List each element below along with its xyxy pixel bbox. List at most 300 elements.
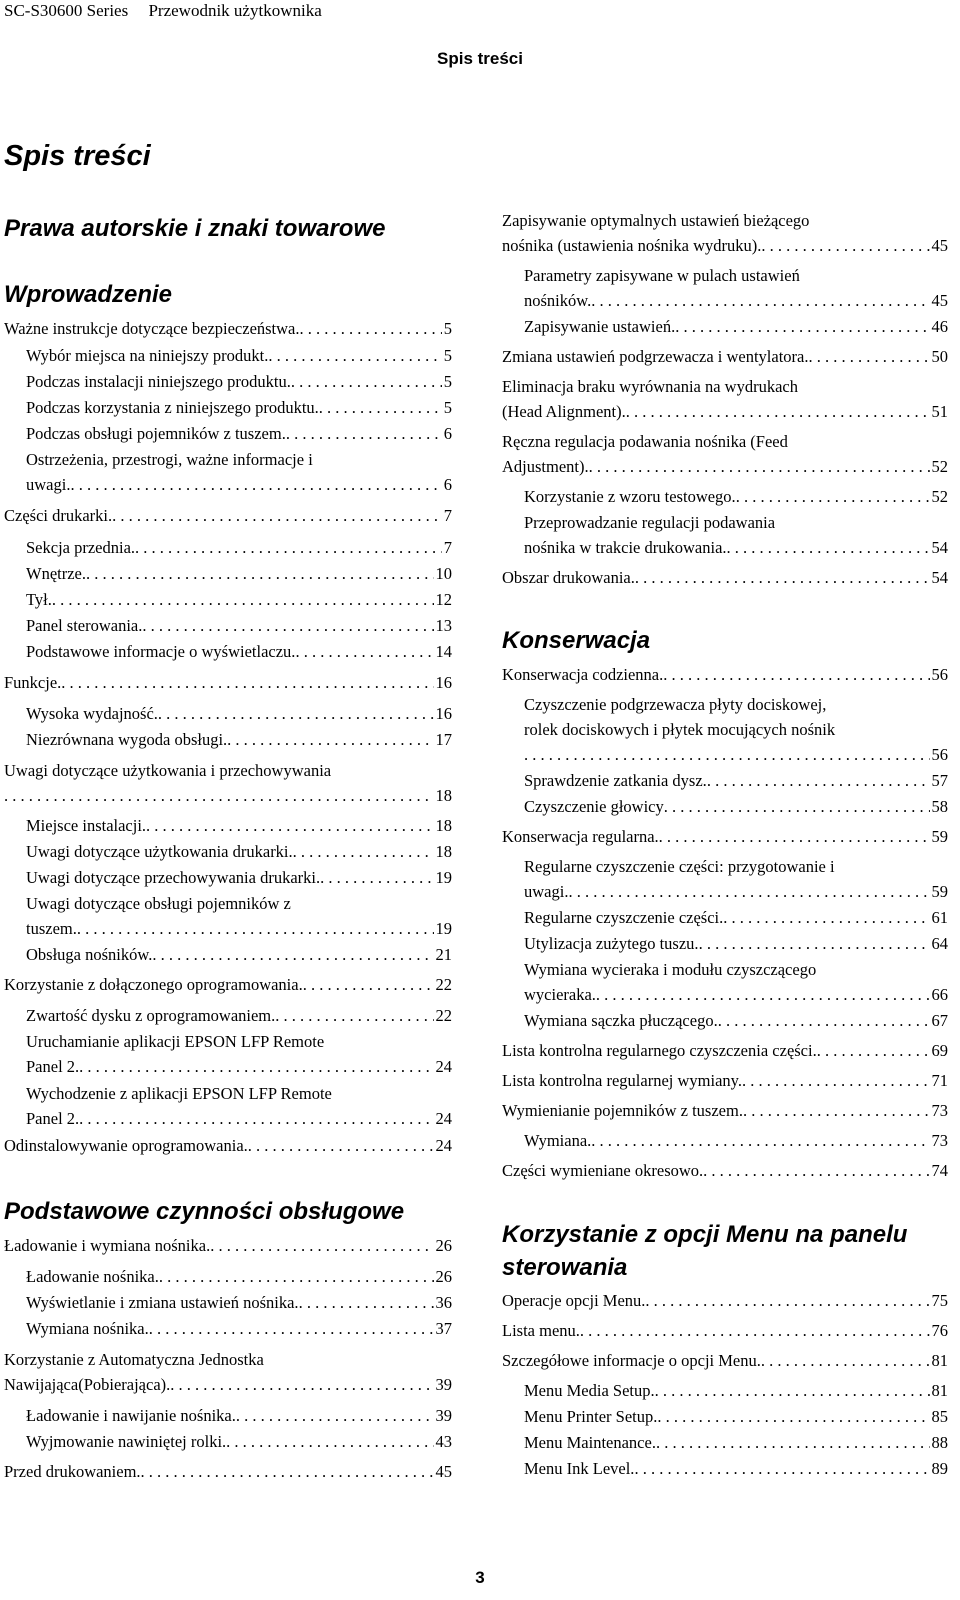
toc-entry-text: Podczas obsługi pojemników z tuszem. [26, 424, 286, 443]
toc-entry-leader-row [26, 865, 452, 890]
dot-leader [299, 1290, 434, 1315]
toc-entry-leader-row [4, 1133, 452, 1158]
toc-page-number: 7 [443, 506, 452, 525]
toc-page-number: 75 [931, 1291, 948, 1310]
toc-page-number: 7 [443, 538, 452, 557]
toc-page-number: 43 [435, 1432, 452, 1451]
toc-page-number: 10 [435, 564, 452, 583]
toc-entry-leader-row [524, 742, 948, 767]
toc-entry[interactable] [26, 839, 452, 864]
toc-entry[interactable] [524, 931, 948, 956]
dot-leader [809, 344, 930, 369]
toc-entry-leader-row [4, 783, 452, 808]
dot-leader [112, 503, 442, 528]
toc-entry[interactable] [26, 701, 452, 726]
toc-entry-text: Konserwacja regularna. [502, 827, 659, 846]
toc-page-number: 26 [435, 1267, 452, 1286]
toc-entry[interactable] [502, 344, 948, 369]
toc-entry[interactable] [4, 1459, 452, 1484]
page-number: 3 [475, 1568, 485, 1587]
toc-entry[interactable] [502, 1038, 948, 1063]
toc-entry[interactable] [524, 1008, 948, 1033]
toc-entry-text: Panel 2. [26, 1057, 80, 1076]
toc-entry-leader-row [26, 421, 452, 446]
toc-entry[interactable] [524, 1378, 948, 1403]
toc-page-number: 89 [931, 1459, 948, 1478]
dot-leader [718, 1008, 930, 1033]
toc-entry-text: Korzystanie z wzoru testowego. [524, 487, 736, 506]
toc-entry-leader-row [502, 1098, 948, 1123]
toc-page-number: 57 [931, 771, 948, 790]
toc-entry-text: Zmiana ustawień podgrzewacza i wentylatora. [502, 347, 809, 366]
toc-entry-leader-row [524, 288, 948, 313]
dot-leader [291, 369, 442, 394]
toc-page-number: 26 [435, 1236, 452, 1255]
dot-leader [723, 905, 929, 930]
toc-page-number: 39 [435, 1406, 452, 1425]
toc-page-number: 17 [435, 730, 452, 749]
toc-entry-text: Ręczna regulacja podawania nośnika (Feed [502, 432, 788, 451]
toc-entry-text: Nawijająca(Pobierająca). [4, 1375, 171, 1394]
toc-page-number: 67 [931, 1011, 948, 1030]
toc-entry-leader-row [26, 369, 452, 394]
dot-leader [303, 972, 434, 997]
toc-entry[interactable] [4, 1233, 452, 1258]
toc-page-number: 16 [435, 673, 452, 692]
toc-entry-leader-row [26, 916, 452, 941]
dot-leader [295, 639, 433, 664]
dot-leader [742, 1068, 930, 1093]
toc-entry[interactable] [4, 758, 452, 808]
toc-entry-text: Menu Maintenance. [524, 1433, 656, 1452]
toc-entry-leader-row [524, 1378, 948, 1403]
toc-entry-text: Ładowanie nośnika. [26, 1267, 159, 1286]
toc-entry[interactable] [4, 503, 452, 528]
dot-leader [248, 1133, 434, 1158]
toc-entry-text: Obszar drukowania. [502, 568, 635, 587]
toc-page-number: 24 [435, 1136, 452, 1155]
dot-leader [699, 931, 930, 956]
toc-entry-leader-row [4, 972, 452, 997]
dot-leader [61, 670, 433, 695]
toc-entry-leader-row [26, 395, 452, 420]
toc-page-number: 51 [931, 402, 948, 421]
toc-entry[interactable] [26, 1264, 452, 1289]
toc-entry-text: Ważne instrukcje dotyczące bezpieczeństwa. [4, 319, 300, 338]
dot-leader [286, 421, 442, 446]
toc-entry-leader-row [502, 233, 948, 258]
dot-leader [135, 535, 442, 560]
toc-entry-leader-row [26, 587, 452, 612]
toc-entry-leader-row [502, 399, 948, 424]
toc-page-number: 6 [443, 424, 452, 443]
toc-entry[interactable] [502, 1068, 948, 1093]
dot-leader [626, 399, 930, 424]
toc-entry[interactable] [502, 1158, 948, 1183]
dot-leader [320, 865, 433, 890]
toc-page-number: 69 [931, 1041, 948, 1060]
toc-page-number: 71 [931, 1071, 948, 1090]
toc-entry[interactable] [26, 587, 452, 612]
toc-entry-text: Szczegółowe informacje o opcji Menu. [502, 1351, 761, 1370]
toc-entry-text: Panel sterowania. [26, 616, 143, 635]
toc-entry[interactable] [524, 263, 948, 313]
toc-entry-text: Ładowanie i nawijanie nośnika. [26, 1406, 236, 1425]
toc-entry[interactable] [524, 905, 948, 930]
toc-entry[interactable] [4, 670, 452, 695]
dot-leader [656, 1430, 930, 1455]
toc-entry-leader-row [26, 839, 452, 864]
toc-entry-text: Lista kontrolna regularnej wymiany. [502, 1071, 742, 1090]
toc-entry[interactable] [26, 343, 452, 368]
toc-entry-text: Części wymieniane okresowo. [502, 1161, 704, 1180]
toc-entry-leader-row [524, 484, 948, 509]
toc-entry[interactable] [502, 374, 948, 424]
toc-entry-leader-row [26, 561, 452, 586]
dot-leader [707, 768, 930, 793]
toc-entry-text: Obsługa nośników. [26, 945, 153, 964]
toc-entry-text: Wysoka wydajność. [26, 704, 158, 723]
toc-entry-text: nośników. [524, 291, 592, 310]
toc-entry[interactable] [26, 1403, 452, 1428]
toc-entry-leader-row [4, 1372, 452, 1397]
toc-entry-text: Czyszczenie głowicy [524, 797, 664, 816]
toc-entry[interactable] [502, 1318, 948, 1343]
dot-leader [635, 565, 930, 590]
toc-page-number: 54 [931, 568, 948, 587]
toc-entry-leader-row [502, 1318, 948, 1343]
toc-entry-leader-row [26, 1264, 452, 1289]
toc-page-number: 22 [435, 975, 452, 994]
toc-entry-text: Regularne czyszczenie części: przygotowanie i [524, 857, 835, 876]
toc-entry-text: Czyszczenie podgrzewacza płyty dociskowej, [524, 695, 827, 714]
toc-entry-text: Utylizacja zużytego tuszu. [524, 934, 699, 953]
toc-entry-leader-row [26, 701, 452, 726]
toc-entry-leader-row [502, 565, 948, 590]
toc-entry-leader-row [524, 1404, 948, 1429]
toc-page-number: 59 [931, 827, 948, 846]
toc-entry[interactable] [26, 727, 452, 752]
toc-entry-leader-row [502, 1038, 948, 1063]
toc-entry-leader-row [4, 1233, 452, 1258]
toc-entry[interactable] [502, 1098, 948, 1123]
dot-leader [79, 1054, 433, 1079]
toc-entry[interactable] [26, 813, 452, 838]
dot-leader [79, 1106, 433, 1131]
toc-entry[interactable] [26, 369, 452, 394]
toc-page-number: 73 [931, 1131, 948, 1150]
toc-section-heading: Wprowadzenie [4, 281, 173, 308]
toc-page-number: 85 [931, 1407, 948, 1426]
toc-page-number: 36 [435, 1293, 452, 1312]
dot-leader [4, 783, 434, 808]
toc-entry-leader-row [524, 879, 948, 904]
dot-leader [659, 824, 930, 849]
toc-entry[interactable] [26, 1029, 452, 1079]
toc-entry[interactable] [26, 535, 452, 560]
toc-entry[interactable] [4, 316, 452, 341]
toc-entry[interactable] [524, 957, 948, 1007]
toc-page-number: 18 [435, 786, 452, 805]
toc-page-number: 14 [435, 642, 452, 661]
toc-entry-text: Podstawowe informacje o wyświetlaczu. [26, 642, 296, 661]
toc-entry-text: Ładowanie i wymiana nośnika. [4, 1236, 211, 1255]
toc-entry-leader-row [4, 316, 452, 341]
toc-entry-text: Niezrównana wygoda obsługi. [26, 730, 228, 749]
toc-entry-text: Konserwacja codzienna. [502, 665, 664, 684]
toc-page-number: 56 [931, 665, 948, 684]
header-series: SC-S30600 Series [4, 1, 129, 20]
dot-leader [655, 1378, 930, 1403]
toc-page-number: 5 [443, 346, 452, 365]
header-section-title: Spis treści [437, 49, 523, 68]
toc-entry-leader-row [4, 503, 452, 528]
toc-entry[interactable] [4, 1347, 452, 1397]
toc-entry-leader-row [502, 1068, 948, 1093]
toc-page-number: 52 [931, 487, 948, 506]
toc-entry-text: Zwartość dysku z oprogramowaniem. [26, 1006, 276, 1025]
toc-page-number: 64 [931, 934, 948, 953]
dot-leader [703, 1158, 929, 1183]
toc-entry-text: uwagi. [524, 882, 569, 901]
dot-leader [141, 1459, 434, 1484]
toc-entry-leader-row [524, 794, 948, 819]
toc-entry[interactable] [502, 429, 948, 479]
toc-entry-leader-row [26, 535, 452, 560]
toc-page-number: 45 [931, 236, 948, 255]
toc-entry-leader-row [26, 1003, 452, 1028]
toc-entry-text: Wymiana sączka płuczącego. [524, 1011, 718, 1030]
toc-entry-text: Przeprowadzanie regulacji podawania [524, 513, 776, 532]
dot-leader [645, 1288, 929, 1313]
dot-leader [727, 535, 930, 560]
dot-leader [596, 982, 930, 1007]
toc-entry-leader-row [26, 472, 452, 497]
toc-entry-leader-row [26, 1054, 452, 1079]
dot-leader [86, 561, 434, 586]
toc-entry[interactable] [524, 768, 948, 793]
toc-page-number: 66 [931, 985, 948, 1004]
toc-page-number: 52 [931, 457, 948, 476]
toc-entry[interactable] [26, 865, 452, 890]
toc-entry-text: Wymiana wycieraka i modułu czyszczącego [524, 960, 817, 979]
toc-section-heading: Prawa autorskie i znaki towarowe [4, 215, 386, 242]
toc-entry-text: Zapisywanie ustawień. [524, 317, 676, 336]
toc-entry-text: Menu Media Setup. [524, 1381, 655, 1400]
toc-entry-text: Operacje opcji Menu. [502, 1291, 646, 1310]
toc-entry-leader-row [26, 1106, 452, 1131]
toc-page-number: 45 [931, 291, 948, 310]
toc-entry[interactable] [502, 662, 948, 687]
toc-entry-text: Lista kontrolna regularnego czyszczenia części. [502, 1041, 817, 1060]
toc-entry[interactable] [26, 1290, 452, 1315]
toc-entry-text: Funkcje. [4, 673, 62, 692]
toc-page-number: 5 [443, 398, 452, 417]
toc-entry[interactable] [26, 1429, 452, 1454]
toc-page-number: 16 [435, 704, 452, 723]
toc-entry[interactable] [524, 314, 948, 339]
toc-entry-text: Zapisywanie optymalnych ustawień bieżącego [502, 211, 810, 230]
toc-entry-text: Uwagi dotyczące użytkowania i przechowywania [4, 761, 332, 780]
dot-leader [227, 727, 433, 752]
toc-entry[interactable] [524, 854, 948, 904]
dot-leader [226, 1429, 433, 1454]
toc-entry-leader-row [26, 343, 452, 368]
dot-leader [142, 613, 433, 638]
toc-entry-text: Panel 2. [26, 1109, 80, 1128]
dot-leader [300, 316, 442, 341]
toc-entry[interactable] [26, 639, 452, 664]
dot-leader [568, 879, 929, 904]
toc-entry-text: Miejsce instalacji. [26, 816, 147, 835]
dot-leader [634, 1456, 929, 1481]
dot-leader [591, 288, 929, 313]
toc-entry[interactable] [524, 510, 948, 560]
toc-entry-text: Wymiana nośnika. [26, 1319, 149, 1338]
toc-entry[interactable] [524, 794, 948, 819]
toc-entry[interactable] [502, 565, 948, 590]
dot-leader [170, 1372, 433, 1397]
running-header [4, 0, 338, 22]
toc-entry-leader-row [26, 1429, 452, 1454]
toc-entry-text: Uruchamianie aplikacji EPSON LFP Remote [26, 1032, 325, 1051]
dot-leader [77, 916, 434, 941]
dot-leader [743, 1098, 930, 1123]
toc-entry-leader-row [26, 813, 452, 838]
toc-page-number: 46 [931, 317, 948, 336]
toc-page-number: 61 [931, 908, 948, 927]
dot-leader [210, 1233, 433, 1258]
toc-entry-leader-row [524, 982, 948, 1007]
toc-entry[interactable] [26, 613, 452, 638]
dot-leader [319, 395, 442, 420]
dot-leader [761, 1348, 930, 1373]
dot-leader [736, 484, 930, 509]
toc-entry[interactable] [502, 1348, 948, 1373]
toc-entry-leader-row [524, 931, 948, 956]
toc-page-number: 5 [443, 319, 452, 338]
toc-page-number: 39 [435, 1375, 452, 1394]
toc-entry-leader-row [524, 1128, 948, 1153]
toc-entry-leader-row [502, 1348, 948, 1373]
toc-entry-text: Eliminacja braku wyrównania na wydrukach [502, 377, 798, 396]
toc-entry-text: Adjustment). [502, 457, 589, 476]
toc-entry-leader-row [26, 727, 452, 752]
toc-entry-text: Odinstalowywanie oprogramowania. [4, 1136, 248, 1155]
toc-page-number: 13 [435, 616, 452, 635]
dot-leader [589, 454, 930, 479]
dot-leader [675, 314, 929, 339]
toc-entry[interactable] [4, 972, 452, 997]
toc-entry-text: Wymienianie pojemników z tuszem. [502, 1101, 743, 1120]
toc-entry-text: nośnika w trakcie drukowania. [524, 538, 727, 557]
toc-entry[interactable] [502, 824, 948, 849]
toc-entry-text: Uwagi dotyczące użytkowania drukarki. [26, 842, 293, 861]
toc-entry[interactable] [502, 208, 948, 258]
toc-page-number: 24 [435, 1057, 452, 1076]
toc-entry-text: Korzystanie z dołączonego oprogramowania. [4, 975, 303, 994]
toc-page-number: 58 [931, 797, 948, 816]
toc-entry-text: Wychodzenie z aplikacji EPSON LFP Remote [26, 1084, 332, 1103]
toc-entry-leader-row [26, 1316, 452, 1341]
toc-entry[interactable] [26, 942, 452, 967]
toc-entry-text: Regularne czyszczenie części. [524, 908, 724, 927]
dot-leader [664, 794, 930, 819]
toc-entry-leader-row [502, 1158, 948, 1183]
dot-leader [293, 839, 434, 864]
toc-entry[interactable] [524, 1456, 948, 1481]
toc-page-number: 50 [931, 347, 948, 366]
toc-page-number: 76 [931, 1321, 948, 1340]
dot-leader [663, 662, 929, 687]
dot-leader [275, 1003, 433, 1028]
toc-entry-leader-row [26, 942, 452, 967]
toc-entry[interactable] [26, 447, 452, 497]
toc-entry-text: Uwagi dotyczące przechowywania drukarki. [26, 868, 321, 887]
toc-page-number: 73 [931, 1101, 948, 1120]
toc-entry[interactable] [26, 395, 452, 420]
dot-leader [524, 742, 930, 767]
toc-entry-leader-row [502, 824, 948, 849]
dot-leader [70, 472, 441, 497]
toc-entry-text: Menu Ink Level. [524, 1459, 635, 1478]
toc-page-number: 56 [931, 745, 948, 764]
toc-page-number: 19 [435, 868, 452, 887]
toc-section-heading: Podstawowe czynności obsługowe [4, 1198, 405, 1225]
toc-page-number: 88 [931, 1433, 948, 1452]
toc-entry-leader-row [524, 768, 948, 793]
toc-entry-text: rolek dociskowych i płytek mocujących nośnik [524, 720, 836, 739]
toc-entry-leader-row [502, 662, 948, 687]
toc-entry-text: Wnętrze. [26, 564, 86, 583]
toc-entry[interactable] [524, 1128, 948, 1153]
toc-entry[interactable] [4, 1133, 452, 1158]
toc-page-number: 5 [443, 372, 452, 391]
toc-entry-text: Ostrzeżenia, przestrogi, ważne informacje i [26, 450, 313, 469]
toc-entry-text: Tył. [26, 590, 52, 609]
toc-entry-text: Lista menu. [502, 1321, 580, 1340]
toc-entry[interactable] [26, 1081, 452, 1131]
toc-page-number: 45 [435, 1462, 452, 1481]
toc-page-number: 74 [931, 1161, 948, 1180]
toc-entry[interactable] [502, 1288, 948, 1313]
toc-entry-leader-row [4, 1459, 452, 1484]
toc-entry-text: Wymiana. [524, 1131, 592, 1150]
toc-entry[interactable] [524, 1404, 948, 1429]
toc-page-number: 18 [435, 816, 452, 835]
toc-entry-leader-row [502, 1288, 948, 1313]
toc-entry[interactable] [524, 1430, 948, 1455]
toc-entry[interactable] [26, 421, 452, 446]
toc-entry[interactable] [26, 1003, 452, 1028]
dot-leader [761, 233, 929, 258]
toc-page-number: 59 [931, 882, 948, 901]
toc-entry[interactable] [524, 692, 948, 767]
toc-entry-text: Uwagi dotyczące obsługi pojemników z [26, 894, 291, 913]
dot-leader [268, 343, 441, 368]
dot-leader [580, 1318, 930, 1343]
toc-entry-text: Menu Printer Setup. [524, 1407, 658, 1426]
toc-entry[interactable] [26, 891, 452, 941]
toc-entry-text: Przed drukowaniem. [4, 1462, 141, 1481]
toc-entry-leader-row [524, 314, 948, 339]
page-title: Spis treści [4, 140, 151, 172]
toc-entry[interactable] [524, 484, 948, 509]
toc-entry-leader-row [502, 454, 948, 479]
toc-entry[interactable] [26, 1316, 452, 1341]
toc-entry[interactable] [26, 561, 452, 586]
toc-entry-text: Korzystanie z Automatyczna Jednostka [4, 1350, 264, 1369]
